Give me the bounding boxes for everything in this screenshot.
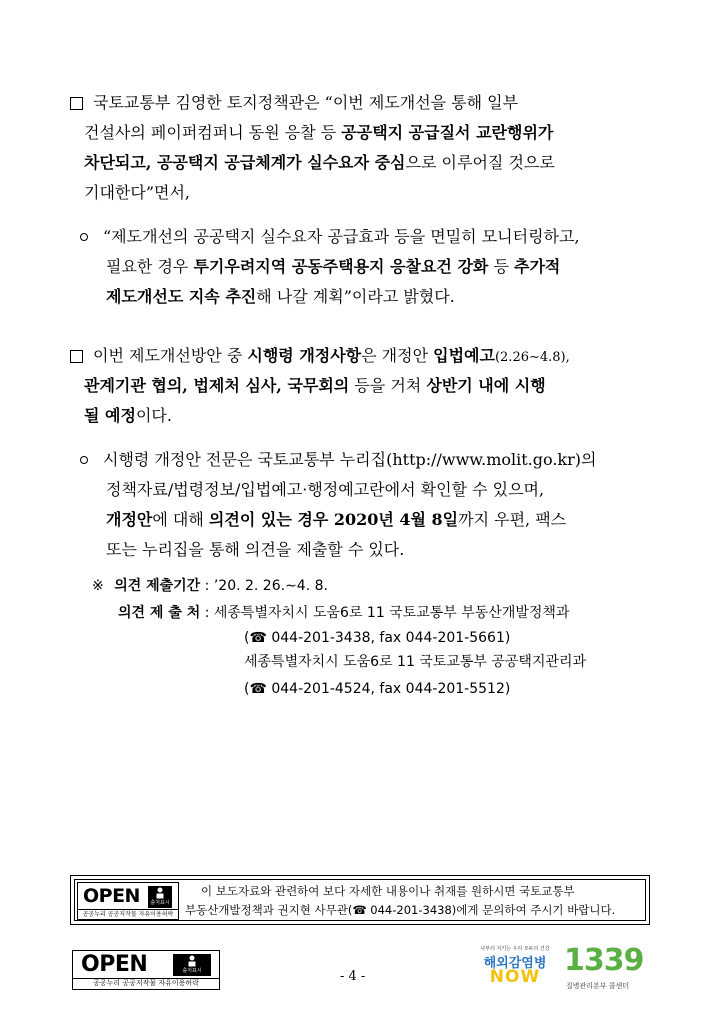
- attribution-icon: 출처표시: [148, 886, 172, 908]
- open-logo-text: OPEN: [81, 952, 148, 977]
- sub2-line4: 또는 누리집을 통해 의견을 제출할 수 있다.: [106, 540, 405, 559]
- open-license-badge: [77, 882, 179, 920]
- sub2-line3: 개정안에 대해 의견이 있는 경우 2020년 4월 8일까지 우편, 팩스: [106, 510, 567, 529]
- logo-main-text: 해외감염병: [483, 956, 547, 971]
- logo-1339-caption: 질병관리본부 콜센터: [566, 982, 630, 990]
- section1-line4: 기대한다”면서,: [84, 183, 191, 202]
- note-period-label: 의견 제출기간: [114, 578, 201, 594]
- note-dest-label: 의견 제 출 처: [118, 605, 201, 621]
- contact-line2: 부동산개발정책과 권지현 사무관(☎ 044-201-3438)에게 문의하여 주시기 바랍니다.: [185, 903, 616, 917]
- section1-line3: 차단되고, 공공택지 공급체계가 실수요자 중심으로 이루어질 것으로: [84, 153, 555, 172]
- circle-bullet: [80, 456, 88, 464]
- section2-line1: 이번 제도개선방안 중 시행령 개정사항은 개정안 입법예고(2.26∼4.8),: [93, 346, 570, 365]
- note-period-value: : ’20. 2. 26.∼4. 8.: [204, 578, 328, 594]
- open-license-caption: 공공누리 공공저작물 자유이용허락: [73, 978, 219, 988]
- section1-line2: 건설사의 페이퍼컴퍼니 동원 응찰 등 공공택지 공급질서 교란행위가: [84, 123, 554, 142]
- note-dest2-phone: (☎ 044-201-4524, fax 044-201-5512): [244, 681, 511, 697]
- sub2-line1: 시행령 개정안 전문은 국토교통부 누리집(http://www.molit.go.kr)의: [103, 450, 597, 469]
- sub2-line2: 정책자료/법령정보/입법예고·행정예고란에서 확인할 수 있으며,: [106, 480, 545, 499]
- sub1-line3: 제도개선도 지속 추진해 나갈 계획”이라고 밝혔다.: [106, 287, 455, 306]
- section2-line2: 관계기관 협의, 법제처 심사, 국무회의 등을 거쳐 상반기 내에 시행: [84, 376, 546, 395]
- sub1-line1: “제도개선의 공공택지 실수요자 공급효과 등을 면밀히 모니터링하고,: [103, 227, 580, 246]
- note-dest2: 세종특별자치시 도움6로 11 국토교통부 공공택지관리과: [244, 654, 587, 670]
- note-mark: ※: [92, 578, 104, 594]
- overseas-infection-now-logo: [478, 945, 552, 993]
- open-license-badge-bottom: [72, 950, 220, 990]
- checkbox-bullet: [70, 97, 83, 110]
- attribution-icon: 출처표시: [173, 954, 211, 976]
- kcdc-1339-logo: [562, 944, 642, 994]
- circle-bullet: [80, 233, 88, 241]
- page-number: - 4 -: [340, 969, 366, 984]
- open-logo-text: OPEN: [83, 885, 140, 907]
- contact-line1: 이 보도자료와 관련하여 보다 자세한 내용이나 취재를 원하시면 국토교통부: [201, 884, 575, 898]
- contact-box: [70, 875, 650, 925]
- note-dest1-phone: (☎ 044-201-3438, fax 044-201-5661): [244, 630, 511, 646]
- logo-now-text: NOW: [489, 967, 541, 987]
- note-dest1: 의견 제 출 처 : 세종특별자치시 도움6로 11 국토교통부 부동산개발정책과: [118, 605, 570, 621]
- logo-1339-digits: 1339: [564, 943, 644, 978]
- sub1-line2: 필요한 경우 투기우려지역 공동주택용지 응찰요건 강화 등 추가적: [106, 257, 561, 276]
- checkbox-bullet: [70, 350, 83, 363]
- section1-line1: 국토교통부 김영한 토지정책관은 “이번 제도개선을 통해 일부: [93, 93, 519, 112]
- section2-line3: 될 예정이다.: [84, 406, 172, 425]
- open-license-caption: 공공누리 공공저작물 자유이용허락: [78, 909, 178, 919]
- logo-tagline: 나부터 지키는 우리 모두의 건강: [480, 946, 550, 952]
- note-period: [92, 577, 328, 595]
